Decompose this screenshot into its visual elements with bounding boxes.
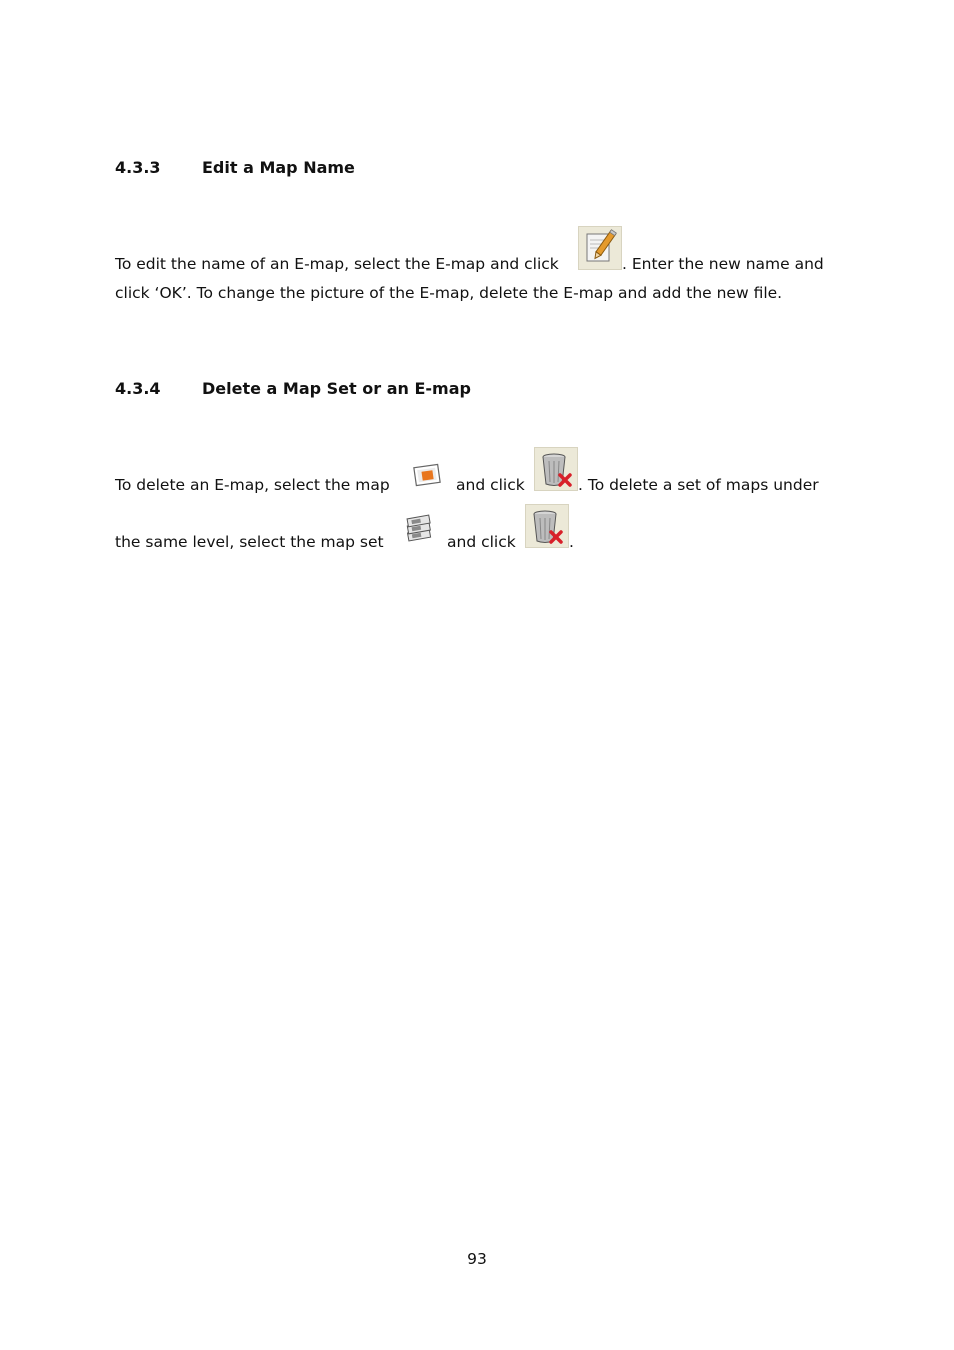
section-title: Delete a Map Set or an E-map [202, 379, 471, 398]
delete-trash-icon-graphic [535, 448, 577, 490]
paragraph-line [569, 532, 574, 552]
delete-trash-icon[interactable] [534, 447, 578, 491]
paragraph-line [115, 475, 390, 495]
text-span: click ‘OK’. To change the picture of the E-map, delete the E-map and add the new file. [115, 284, 783, 302]
text-span: . [569, 533, 574, 551]
delete-trash-icon-graphic [526, 505, 568, 547]
paragraph-line [447, 532, 516, 552]
section-number: 4.3.3 [115, 158, 161, 177]
map-set-icon-graphic [403, 513, 435, 545]
paragraph-line [115, 283, 782, 303]
page-number: 93 [467, 1250, 487, 1268]
paragraph-line [622, 254, 824, 274]
section-number: 4.3.4 [115, 379, 161, 398]
text-span: . To delete a set of maps under [578, 476, 819, 494]
text-span: and click [447, 533, 516, 551]
text-span: To edit the name of an E-map, select the E-map and click [115, 255, 559, 273]
paragraph-line [115, 254, 559, 274]
map-icon-graphic [412, 462, 442, 488]
paragraph-line [578, 475, 819, 495]
text-span: the same level, select the map set [115, 533, 384, 551]
paragraph-line [115, 532, 384, 552]
edit-pencil-icon-graphic [579, 227, 621, 269]
section-heading-4-3-3 [115, 158, 355, 178]
paragraph-line [456, 475, 525, 495]
section-heading-4-3-4 [115, 379, 471, 399]
map-set-icon[interactable] [403, 513, 435, 549]
text-span: . Enter the new name and [622, 255, 824, 273]
section-title: Edit a Map Name [202, 158, 355, 177]
delete-trash-icon[interactable] [525, 504, 569, 548]
edit-pencil-icon[interactable] [578, 226, 622, 270]
text-span: To delete an E-map, select the map [115, 476, 390, 494]
text-span: and click [456, 476, 525, 494]
map-icon[interactable] [412, 462, 442, 492]
